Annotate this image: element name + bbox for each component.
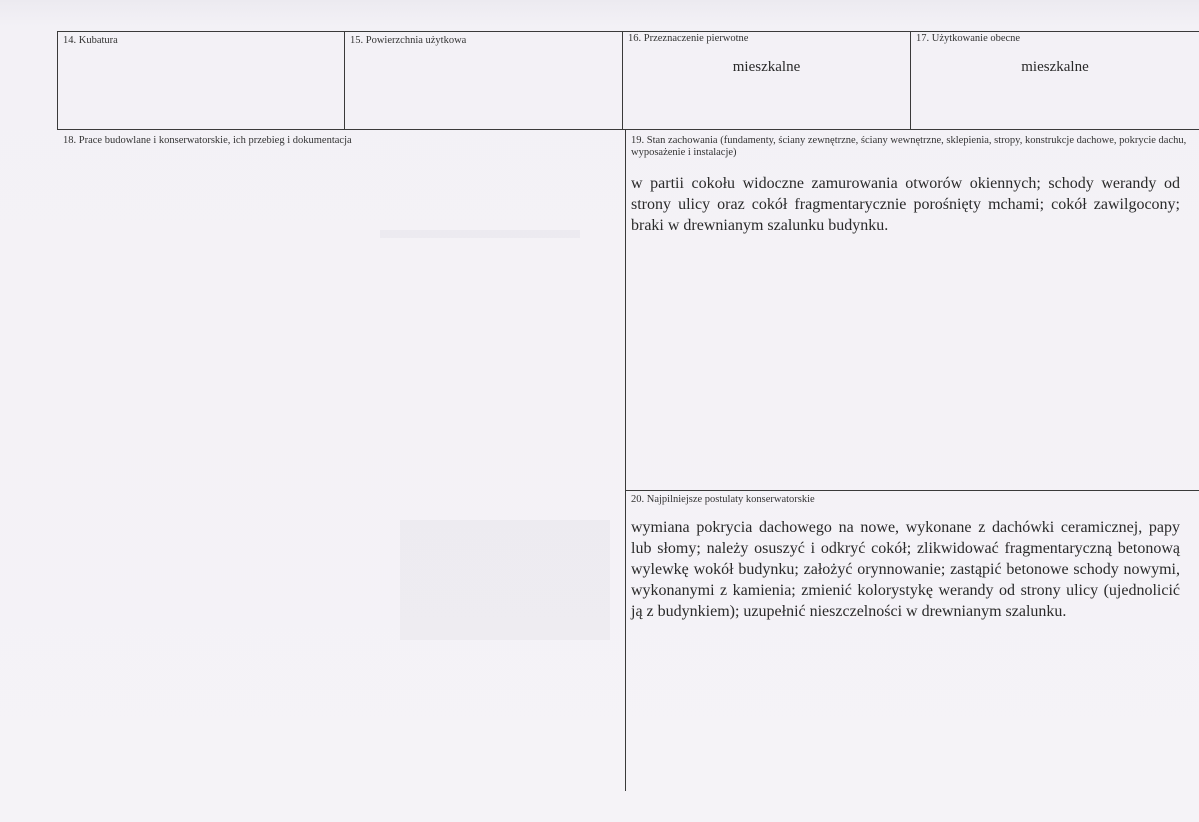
field-16-value: mieszkalne	[732, 59, 801, 75]
field-18-label: 18. Prace budowlane i konserwatorskie, ich przebieg i dokumentacja	[63, 135, 352, 146]
divider-19-20	[625, 490, 1199, 491]
field-20-label: 20. Najpilniejsze postulaty konserwatorskie	[631, 494, 815, 505]
field-15-label: 15. Powierzchnia użytkowa	[350, 35, 467, 46]
divider-15-16	[622, 31, 623, 130]
field-19-label: 19. Stan zachowania (fundamenty, ściany zewnętrzne, ściany wewnętrzne, sklepienia, stropy, konstrukcje dachowe, pokrycie dachu, wyposażenie i instalacje)	[631, 135, 1187, 158]
form-top-border	[57, 31, 1199, 32]
show-through-mark	[400, 520, 610, 640]
form-left-border	[57, 31, 58, 130]
field-17-label: 17. Użytkowanie obecne	[916, 33, 1021, 44]
divider-14-15	[344, 31, 345, 130]
field-17-value: mieszkalne	[1021, 59, 1089, 75]
field-20-value: wymiana pokrycia dachowego na nowe, wykonane z dachówki ceramicznej, papy lub słomy; należy osuszyć i odkryć cokół; zlikwidować fragmentaryczną betonową wylewkę wokół budynku; założyć orynnowanie; zastąpić betonowe schody nowymi, wykonanymi z kamienia; zmienić kolorystykę werandy od strony ulicy (ujednolicić ją z budynkiem); uzupełnić nieszczelności w drewnianym szalunku.	[631, 519, 1180, 620]
field-14-label: 14. Kubatura	[63, 35, 118, 46]
divider-16-17	[910, 31, 911, 130]
row1-bottom-border	[57, 129, 1199, 130]
show-through-mark	[380, 230, 580, 238]
field-16-label: 16. Przeznaczenie pierwotne	[628, 33, 749, 44]
divider-18-19	[625, 129, 626, 791]
field-19-value: w partii cokołu widoczne zamurowania otworów okiennych; schody werandy od strony ulicy oraz cokół fragmentarycznie porośnięty mchami; cokół zawilgocony; braki w drewnianym szalunku budynku.	[631, 175, 1180, 234]
